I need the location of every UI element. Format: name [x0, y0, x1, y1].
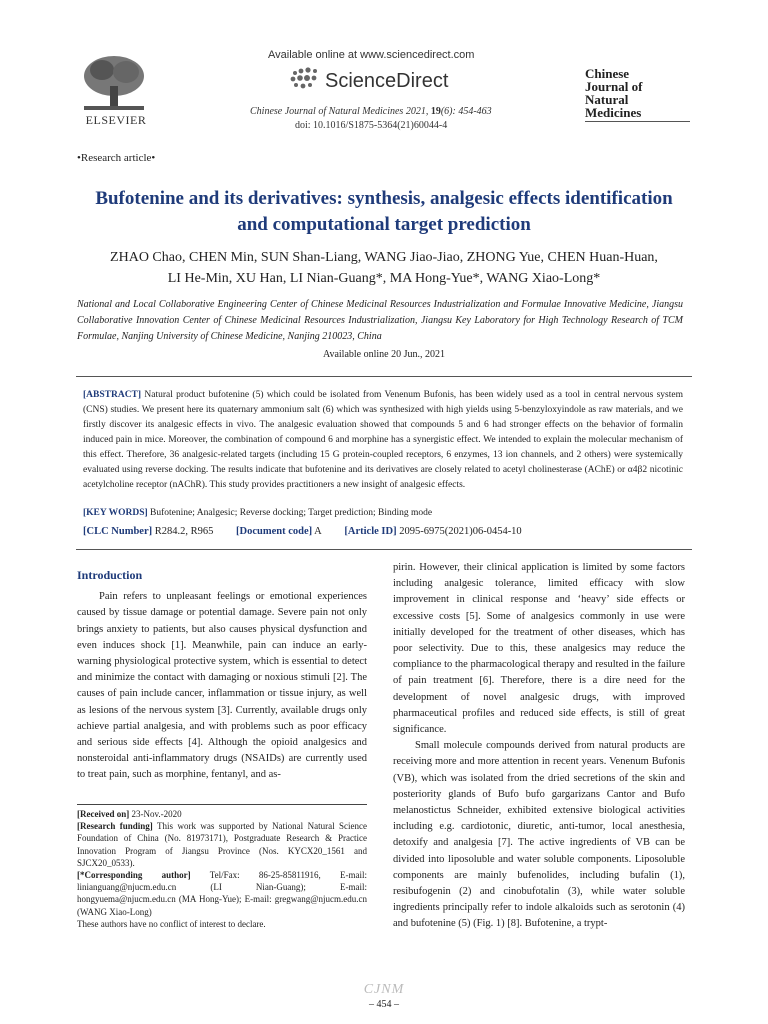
- publisher-name: ELSEVIER: [85, 113, 147, 127]
- sciencedirect-wordmark: ScienceDirect: [325, 70, 449, 92]
- left-column: [77, 567, 367, 784]
- article-title: Bufotenine and its derivatives: synthesis, analgesic effects identification and computational target prediction: [95, 188, 673, 235]
- journal-brand-line: Medicines: [585, 105, 642, 120]
- journal-brand-line: Chinese: [585, 66, 630, 81]
- footnotes: [77, 808, 367, 930]
- footnote-received: [77, 808, 367, 820]
- journal-name: Chinese Journal of Natural Medicines: [250, 106, 404, 117]
- footnote-label: [*Corresponding author]: [77, 870, 191, 881]
- body-paragraph: Pain refers to unpleasant feelings or emotional experiences caused by tissue damage or potential damage. Severe pain not only brings anxiety to patients, but also causes physical dysfunction and even induces shock [1]. Meanwhile, pain can induce an early-warning physiological protective system, which is essential to detect and minimize the contact with damaging or noxious stimuli [2]. The causes of pain include cancer, inflammation or tissue injury, as well as lesions of the nervous system [3]. Currently, available drugs only achieve partial analgesia, and with problems such as poor efficacy and serious side effects [4]. Although the opioid analgesics and nonsteroidal anti-inflammatory drugs (NSAIDs) are currently used to treat pain, such as morphine, fentanyl, and as-: [77, 591, 367, 781]
- footnote-corresponding: [77, 869, 367, 918]
- journal-volume: 19: [430, 106, 441, 117]
- clc-value: R284.2, R965: [152, 526, 214, 537]
- elsevier-tree-logo: [78, 52, 150, 114]
- journal-brand-line: Natural: [585, 92, 629, 107]
- footer-journal-logo: CJNM: [363, 982, 405, 997]
- footnote-text: Tel/Fax: 86-25-85811916, E-mail: linianguang@njucm.edu.cn (LI Nian-Guang); E-mail: hongyuema@njucm.edu.cn (MA Hong-Yue); E-mail: gregwang@njucm.edu.cn (WANG Xiao-Long): [77, 870, 367, 917]
- body-paragraph: Small molecule compounds derived from natural products are receiving more and more attention in recent years. Venenum Bufonis (VB), which was isolated from the dried secretions of the skin and posteriority glands of Bufo bufo gargarizans Cantor and Bufo melanostictus Schneider, exhibited extensive biological activities including e.g. cardiotonic, diuretic, anti-tumor, local anesthesia, detoxify and analgesia [7]. The active ingredients of VB can be divided into liposoluble and water soluble components. Liposoluble components are mainly bufenolides, including bufalin (1), resibufogenin (2) and cinobufotalin (3), while water soluble ingredients principally refer to indole alkaloids such as serotonin (4) and bufotenine (5) (Fig. 1) [8]. Bufotenine, a trypt-: [393, 740, 685, 930]
- journal-brand-rule: [585, 121, 690, 122]
- journal-brand: [585, 67, 675, 119]
- footnote-label: [Research funding]: [77, 821, 153, 832]
- body-paragraph: pirin. However, their clinical application is limited by some factors including analgesic tolerance, limited efficacy with slow improvement in clinical response and ‘heavy’ side effects or excessive costs [5]. Some of analgesics commonly in use were initially developed for the treatment of other diseases, which has poor selectivity. Due to this, these analgesics may reduce the compliance to the pharmacological therapy and resulted in the failure of pain treatment [6]. Therefore, there is a dire need for the development of novel analgesic drugs, with improved pharmaceutical profiles and reduced side effects, is still of great significance.: [393, 562, 685, 736]
- footnote-text: 23-Nov.-2020: [129, 809, 182, 819]
- sciencedirect-dots-icon: [285, 65, 323, 91]
- footnote-conflict: These authors have no conflict of interest to declare.: [77, 918, 266, 929]
- journal-issue-pages: (6): 454-463: [440, 106, 492, 117]
- right-column: [393, 560, 685, 933]
- authors-line: ZHAO Chao, CHEN Min, SUN Shan-Liang, WANG Jiao-Jiao, ZHONG Yue, CHEN Huan-Huan,: [110, 250, 658, 265]
- doi[interactable]: doi: 10.1016/S1875-5364(21)60044-4: [295, 120, 448, 131]
- classification-line: [83, 526, 683, 537]
- authors-line: LI He-Min, XU Han, LI Nian-Guang*, MA Hong-Yue*, WANG Xiao-Long*: [167, 271, 601, 286]
- keywords-text: Bufotenine; Analgesic; Reverse docking; Target prediction; Binding mode: [147, 508, 433, 518]
- article-id-label: [Article ID]: [344, 526, 397, 537]
- article-id-value: 2095-6975(2021)06-0454-10: [396, 526, 522, 537]
- footnote-label: [Received on]: [77, 809, 130, 819]
- abstract-label: [ABSTRACT]: [83, 390, 142, 400]
- footnote-rule: [77, 804, 367, 805]
- abstract: [83, 388, 683, 493]
- affiliation: National and Local Collaborative Engineering Center of Chinese Medicinal Resources Industrialization and Formulae Innovative Medicine, Jiangsu Collaborative Innovation Center of Chinese Medicinal Resources Industrialization, Jiangsu Key Laboratory for High Technology Research of TCM Formulae, Nanjing University of Chinese Medicine, Nanjing 210023, China: [77, 299, 683, 342]
- footnote-text: This work was supported by National Natural Science Foundation of China (No. 81973171), Postgraduate Research & Practice Innovation Program of Jiangsu Province (Nos. KYCX20_1561 and SJCX20_0533).: [77, 821, 367, 868]
- journal-year: 2021,: [403, 106, 431, 117]
- abstract-text: Natural product bufotenine (5) which could be isolated from Venenum Bufonis, has been widely used as a tool in central nervous system (CNS) studies. We present here its quaternary ammonium salt (6) which was synthesized with high yields using 5-benzyloxyindole as raw materials, and we firstly discover its analgesic effects in vivo. The analgesic evaluation showed that compounds 5 and 6 had stronger effects on the behavior of formalin induced pain in mice. Moreover, the combination of compound 6 and morphine has a synergistic effect. We intended to explain the molecular mechanism of this effect. Therefore, 36 analgesic-related targets (including 15 G protein-coupled receptors, 6 enzymes, 13 ion channels, and 2 others) were systemically evaluated using reverse docking. The results indicate that bufotenine and its derivatives are closely related to acetyl cholinesterase (AChE) or α4β2 nicotinic acetylcholine receptor (nAChR). This study provides practitioners a new insight of analgesic effects.: [83, 390, 683, 490]
- article-type: •Research article•: [77, 152, 156, 164]
- journal-brand-line: Journal of: [585, 79, 643, 94]
- page-number: – 454 –: [369, 999, 399, 1010]
- journal-reference: [250, 106, 492, 117]
- section-heading-introduction: Introduction: [77, 568, 143, 582]
- footnote-funding: [77, 820, 367, 869]
- keywords-label: [KEY WORDS]: [83, 508, 148, 518]
- document-code-value: A: [312, 526, 322, 537]
- available-online-link[interactable]: Available online at www.sciencedirect.com: [268, 49, 475, 61]
- author-list: [90, 247, 678, 289]
- keywords: [83, 508, 683, 518]
- document-code-label: [Document code]: [236, 526, 313, 537]
- available-online-date: Available online 20 Jun., 2021: [322, 349, 446, 360]
- clc-label: [CLC Number]: [83, 526, 153, 537]
